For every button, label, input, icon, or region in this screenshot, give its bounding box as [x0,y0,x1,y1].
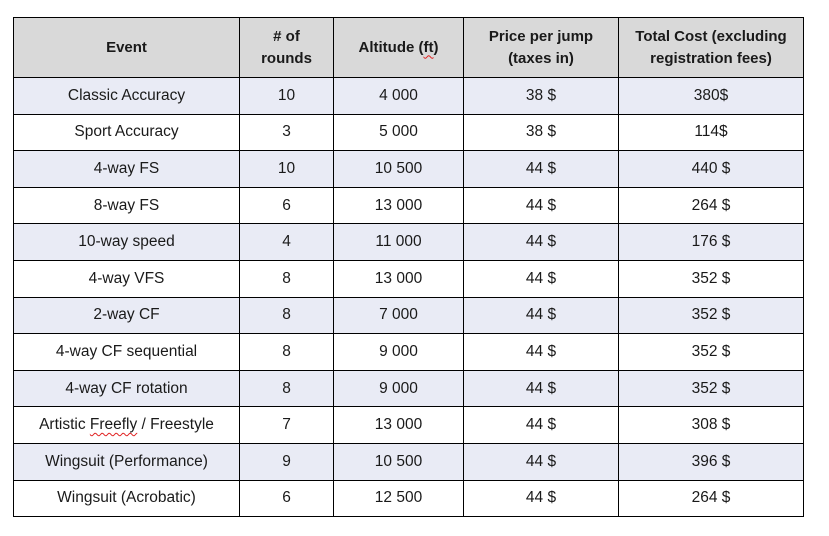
cell-price: 44 $ [464,334,619,371]
cell-event: Wingsuit (Performance) [14,443,240,480]
cell-rounds: 6 [240,480,334,517]
cell-altitude: 7 000 [334,297,464,334]
table-row [14,187,804,224]
table-row [14,78,804,115]
cell-altitude: 9 000 [334,334,464,371]
cell-altitude: 5 000 [334,114,464,151]
cell-price: 44 $ [464,297,619,334]
header-price [464,18,619,78]
cell-rounds: 10 [240,78,334,115]
cell-price: 44 $ [464,151,619,188]
header-total-label-line2: registration fees) [650,49,772,67]
table-row [14,224,804,261]
cell-altitude: 10 500 [334,151,464,188]
cell-total: 380$ [619,78,804,115]
cell-altitude: 13 000 [334,260,464,297]
cell-event: Classic Accuracy [14,78,240,115]
cell-total: 352 $ [619,370,804,407]
cell-event: Artistic Freefly / Freestyle [14,407,240,444]
cell-rounds: 8 [240,260,334,297]
cell-total: 114$ [619,114,804,151]
header-rounds [240,18,334,78]
header-total-label: Total Cost (excluding [635,27,787,45]
cell-event: 8-way FS [14,187,240,224]
header-event [14,18,240,78]
cell-total: 352 $ [619,297,804,334]
cell-rounds: 3 [240,114,334,151]
header-altitude [334,18,464,78]
cell-rounds: 8 [240,334,334,371]
cell-price: 44 $ [464,224,619,261]
header-altitude-label: Altitude (ft) [358,38,439,56]
cell-price: 44 $ [464,480,619,517]
table-row [14,443,804,480]
cell-event: Wingsuit (Acrobatic) [14,480,240,517]
header-rounds-label-line2: rounds [261,49,312,67]
cell-altitude: 13 000 [334,187,464,224]
table-row [14,407,804,444]
cell-total: 440 $ [619,151,804,188]
cell-altitude: 9 000 [334,370,464,407]
cell-total: 352 $ [619,260,804,297]
cell-event: 4-way CF sequential [14,334,240,371]
cell-event: 10-way speed [14,224,240,261]
cell-event: 4-way CF rotation [14,370,240,407]
header-rounds-label: # of [273,27,300,45]
cell-price: 44 $ [464,370,619,407]
cell-event: 4-way FS [14,151,240,188]
table-row [14,260,804,297]
cell-altitude: 12 500 [334,480,464,517]
cell-rounds: 8 [240,370,334,407]
cell-price: 44 $ [464,187,619,224]
cell-event: 4-way VFS [14,260,240,297]
cell-event: 2-way CF [14,297,240,334]
cell-rounds: 6 [240,187,334,224]
header-price-label: Price per jump [488,27,594,45]
cell-altitude: 13 000 [334,407,464,444]
cell-altitude: 4 000 [334,78,464,115]
cell-rounds: 10 [240,151,334,188]
header-price-label-line2: (taxes in) [508,49,574,67]
cell-total: 176 $ [619,224,804,261]
cell-total: 396 $ [619,443,804,480]
cell-altitude: 11 000 [334,224,464,261]
header-row [14,18,804,78]
cell-total: 308 $ [619,407,804,444]
table-row [14,297,804,334]
cell-total: 264 $ [619,187,804,224]
spellcheck-underline: Freefly [89,416,138,434]
cell-price: 38 $ [464,114,619,151]
cell-price: 44 $ [464,260,619,297]
cell-price: 44 $ [464,443,619,480]
cell-event: Sport Accuracy [14,114,240,151]
event-cost-table [13,17,804,517]
cell-total: 352 $ [619,334,804,371]
spellcheck-underline: ft [423,38,434,56]
cost-table-container [13,17,803,517]
table-row [14,114,804,151]
cell-price: 38 $ [464,78,619,115]
table-row [14,370,804,407]
cell-total: 264 $ [619,480,804,517]
header-total [619,18,804,78]
cell-rounds: 9 [240,443,334,480]
header-event-label: Event [106,38,147,56]
cell-rounds: 7 [240,407,334,444]
table-row [14,334,804,371]
cell-price: 44 $ [464,407,619,444]
table-row [14,480,804,517]
table-row [14,151,804,188]
cell-rounds: 4 [240,224,334,261]
cell-rounds: 8 [240,297,334,334]
cell-altitude: 10 500 [334,443,464,480]
